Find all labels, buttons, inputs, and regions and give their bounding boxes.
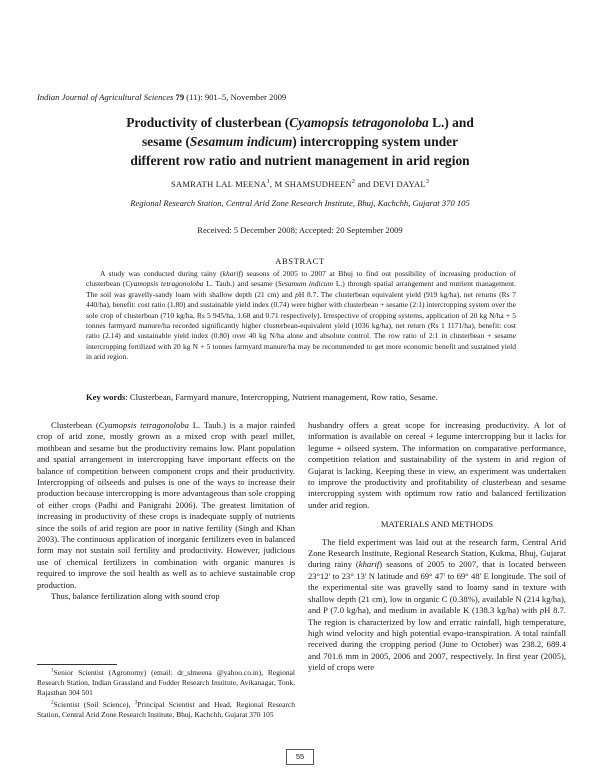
paragraph: Clusterbean (Cyamopsis tetragonoloba L. Taub.) is a major rainfed crop of arid zone, mostly grown as a mixed crop with pearl millet, mothbean and sesame but the productivity remains low. Plant population and spatial arrangement in intercropping have important effects on the balance of competition between component crops and their productivity. Intercropping of oilseeds and pulses is one of the ways to increase their production because intercropping is more advantageous than sole cropping of either crops (Padhi and Panigrahi 2006). The greatest limitation of increasing in productivity of these crops is inadequate supply of nutrients since the soils of arid region are poor in native fertility (Singh and Khan 2003). The continuous application of inorganic fertilizers even in balanced form may not sustain soil fertility and productivity. However, judicious use of chemical fertilizers in combination with organic manures is required to improve the soil health as well as to achieve sustainable crop production.: [37, 420, 295, 590]
article-title: Productivity of clusterbean (Cyamopsis tetragonoloba L.) and sesame (Sesamum indicum) intercropping system under different row ratio and nutrient management in arid region: [126, 115, 474, 168]
affiliation: Regional Research Station, Central Arid Zone Research Institute, Bhuj, Kachchh, Gujarat 370 105: [130, 198, 470, 208]
paragraph: husbandry offers a great scope for increasing productivity. A lot of information is available on cereal + legume intercropping but it lacks for legume + oilseed system. The information on comparative performance, competition relation and sustainability of the system in arid region of Gujarat is lacking. Keeping these in view, an experiment was undertaken to improve the productivity and profitability of clusterbean and sesame intercropping system with optimum row ratio and balanced fertilization under arid region.: [308, 420, 566, 510]
author-list: SAMRATH LAL MEENA$^1$, M SHAMSUDHEEN$^2$ and DEVI DAYAL$^3$: [170, 179, 430, 189]
keywords-label: Key words: [86, 392, 126, 402]
section-heading: MATERIALS AND METHODS: [380, 519, 494, 530]
journal-volume: 79: [175, 92, 185, 102]
keywords: Key words: Clusterbean, Farmyard manure, Intercropping, Nutrient management, Row ratio, Sesame.: [86, 392, 438, 402]
footnote: $^1$Senior Scientist (Agronomy) (email: dr_slmeena @yahoo.co.in), Regional Research Station, Indian Grassland and Fodder Research Institute, Avikanagar, Tonk, Rajasthan 304 501: [37, 667, 295, 697]
journal-citation: [37, 92, 286, 102]
body-column-left: [37, 420, 295, 603]
body-column-right: [308, 420, 566, 674]
paragraph: The field experiment was laid out at the research farm, Central Arid Zone Research Institute, Regional Research Station, Kukma, Bhuj, Gujarat during rainy (kharif) seasons of 2005 to 2007, that is located between 23°12' to 23° 13' N latitude and 69° 47' to 69° 48' E longitude. The soil of the experimental site was gravelly sand to loamy sand in texture with shallow depth (21 cm), low in organic C (0.38%), available N (214 kg/ha), and P (7.0 kg/ha), and medium in available K (138.3 kg/ha) with pH 8.7. The region is characterized by low and erratic rainfall, high temperature, high wind velocity and high potential evapo-transpiration. A total rainfall received during the cropping period (June to October) was 238.2, 689.4 and 701.6 mm in 2005, 2006 and 2007, respectively. In first year (2005), yield of crops were: [308, 536, 567, 673]
journal-name: Indian Journal of Agricultural Sciences: [37, 92, 174, 102]
abstract-text: A study was conducted during rainy (kharif) seasons of 2005 to 2007 at Bhuj to find out possibility of increasing production of clusterbean (Cyamopsis tetragonoloba L. Taub.) and sesame (Sesamum indicum L.) through spatial arrangement and nutrient management. The soil was gravelly-sandy loam with shallow depth (21 cm) and pH 8.7. The clusterbean equivalent yield (919 kg/ha), net returns (Rs 7 440/ha), benefit: cost ratio (1.80) and sustainable yield index (0.74) were higher with clusterbean + sesame (2:1) intercropping system over the sole crop of clusterbean (710 kg/ha, Rs 5 945/ha, 1.68 and 0.71 respectively). Irrespective of cropping systems, application of 20 kg N/ha + 5 tonnes farmyard manure/ha recorded significantly higher clusterbean-equivalent yield (1036 kg/ha), net return (Rs 1 1171/ha), benefit: cost ratio (2.14) and sustainable yield index (0.80) over 40 kg N/ha alone and absolute control. The row ratio of 2:1 in clusterbean + sesame intercropping fertilized with 20 kg N + 5 tonnes farmyard manure/ha may be recommended to get more economic benefit and sustained yield in arid region.: [86, 269, 517, 362]
page-number: 55: [286, 749, 314, 765]
footnote-divider: [37, 664, 117, 665]
abstract-heading: ABSTRACT: [275, 256, 325, 266]
journal-issue-pages: (11): 901–5, November 2009: [186, 92, 287, 102]
received-accepted-dates: Received: 5 December 2008; Accepted: 20 September 2009: [197, 225, 403, 235]
footnote: $^2$Scientist (Soil Science), $^3$Principal Scientist and Head, Regional Research Station, Central Arid Zone Research Institute, Bhuj, Kachchh, Gujarat 370 105: [37, 699, 295, 719]
paragraph: Thus, balance fertilization along with sound crop: [51, 591, 220, 602]
footnotes: [37, 668, 295, 722]
